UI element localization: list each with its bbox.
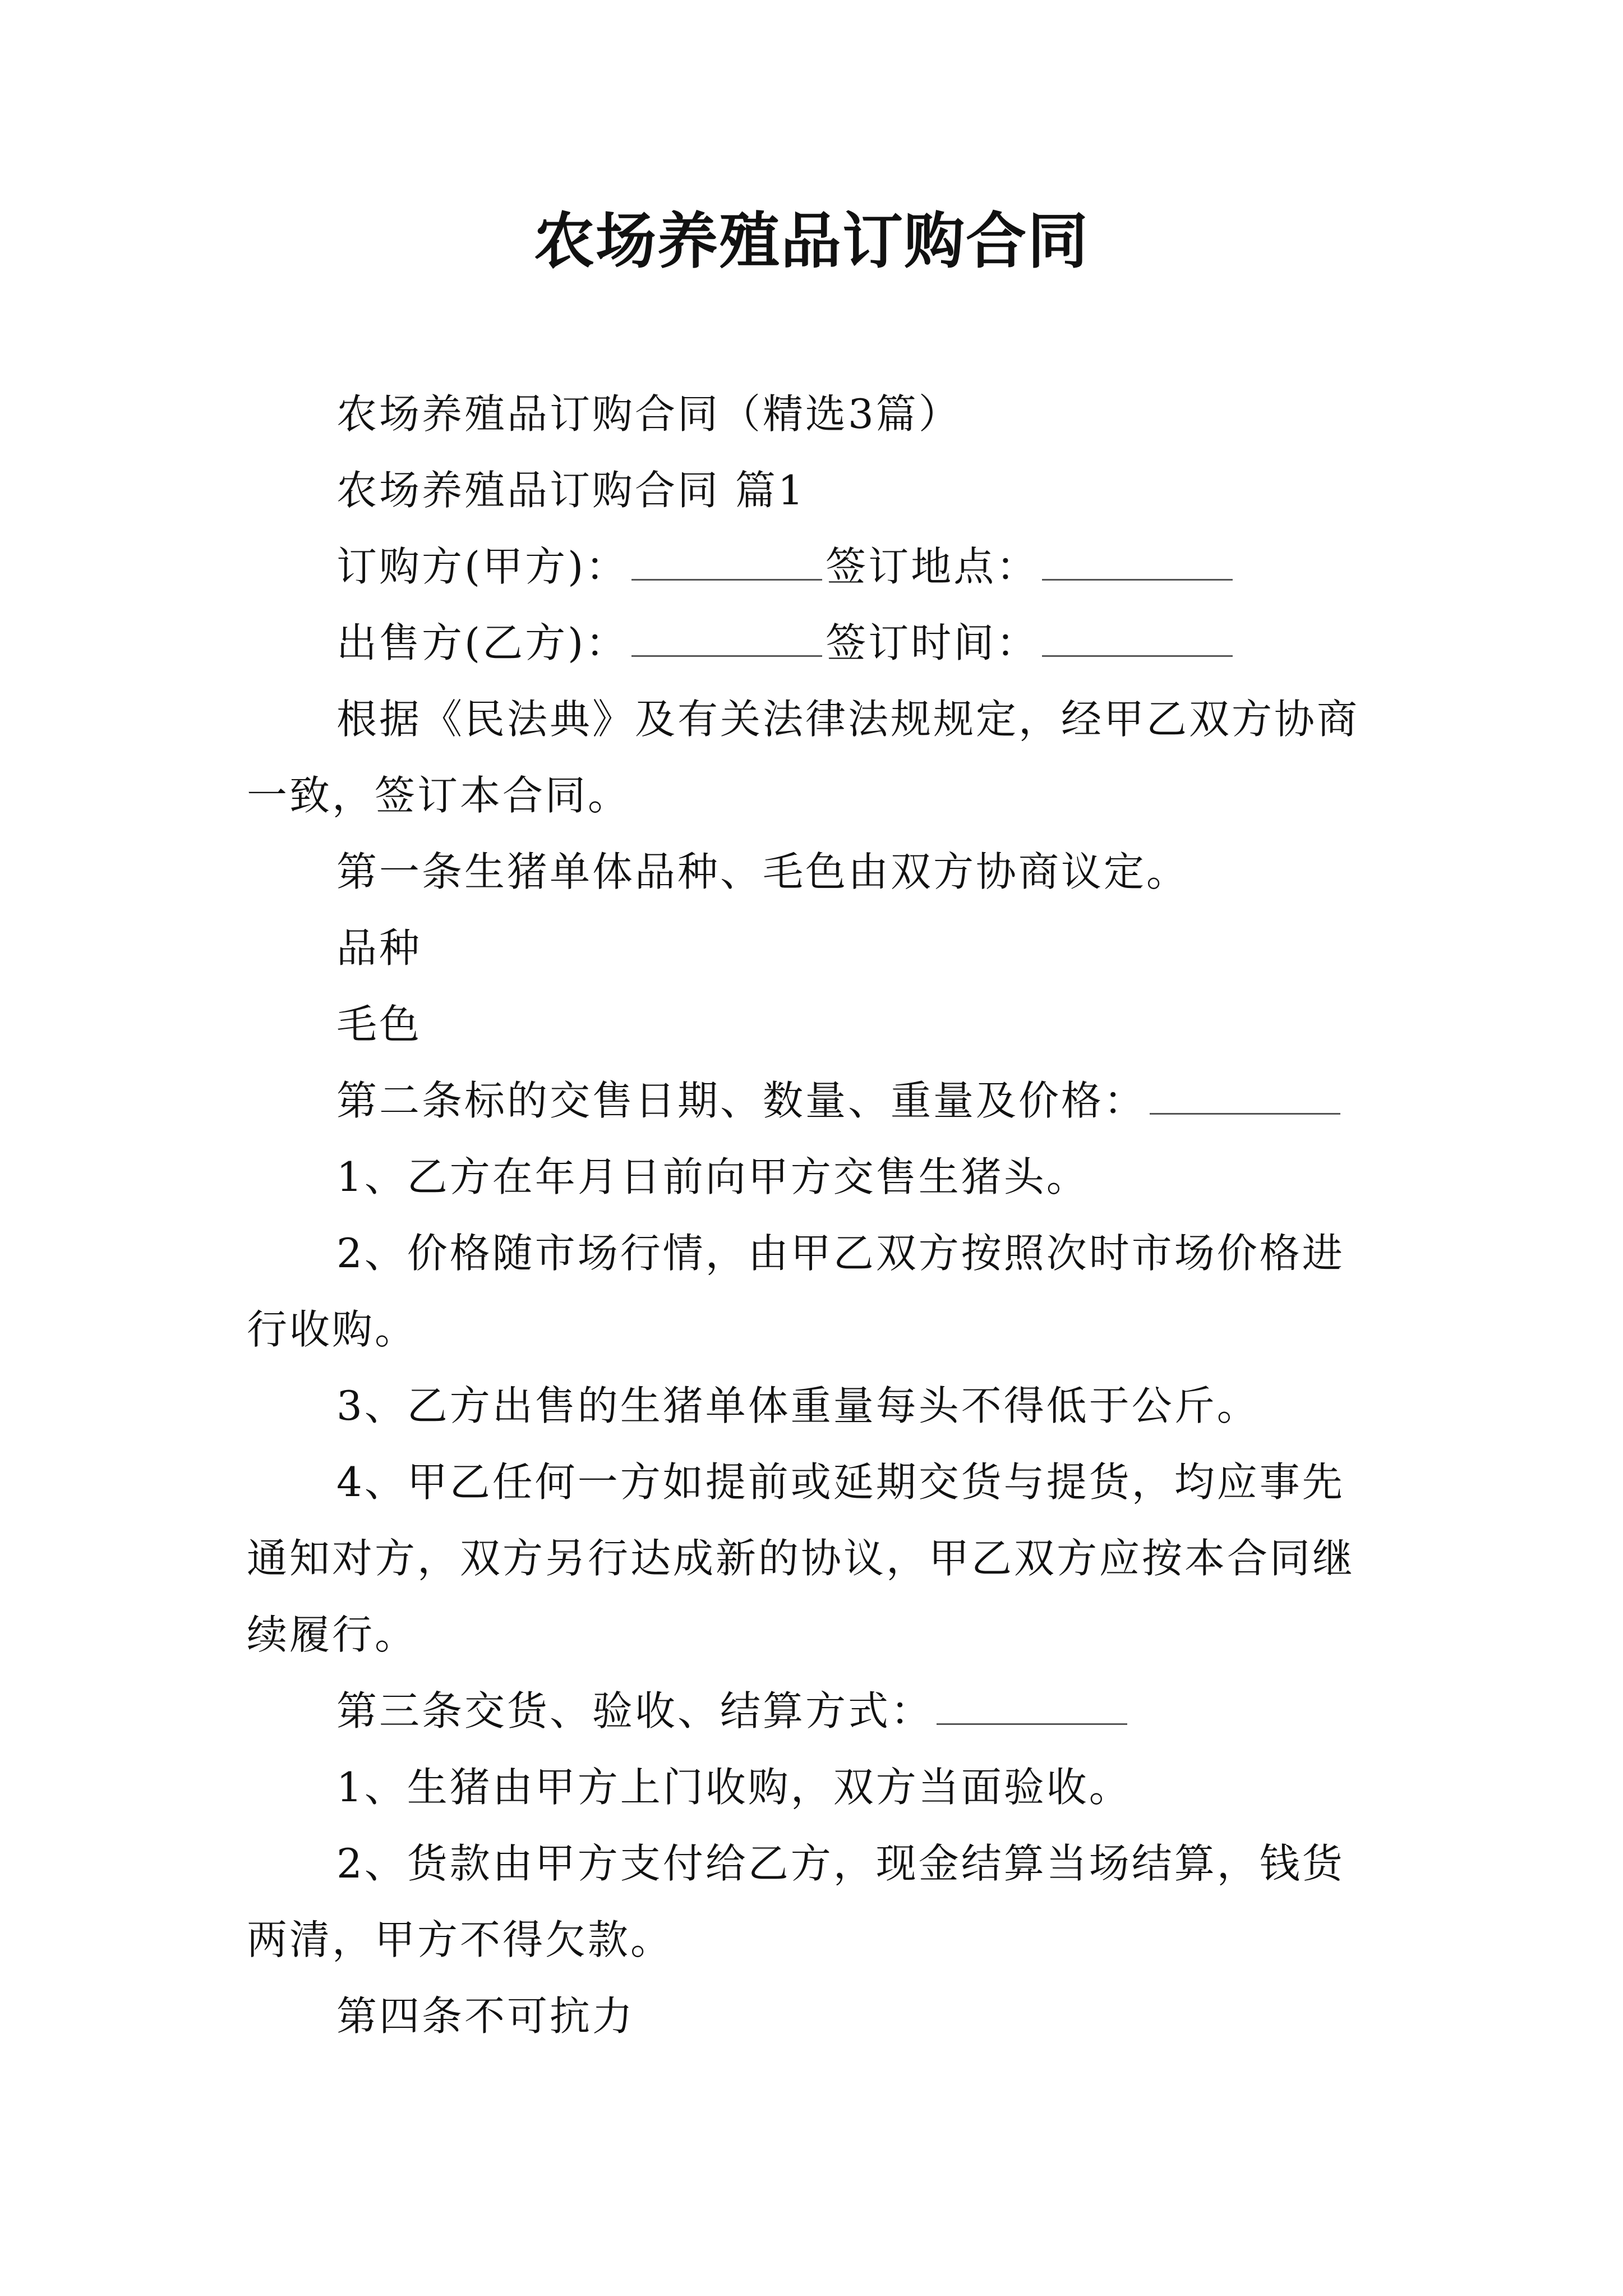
- color-label: 毛色: [336, 1001, 422, 1048]
- sign-place-label: 签订地点：: [826, 543, 1039, 590]
- party-b-label: 出售方(乙方)：: [336, 619, 629, 666]
- article-3-item: 1、生猪由甲方上门收购，双方当面验收。: [336, 1764, 1132, 1811]
- article-4-heading: 第四条不可抗力: [336, 1993, 635, 2040]
- article-2-item: 1、乙方在年月日前向甲方交售生猪头。: [336, 1153, 1089, 1200]
- article-1: 第一条生猪单体品种、毛色由双方协商议定。: [336, 848, 1189, 895]
- sign-place-blank: [1042, 578, 1233, 581]
- sign-time-label: 签订时间：: [826, 619, 1039, 666]
- party-a-blank: [631, 578, 822, 581]
- article-3-item: 2、货款由甲方支付给乙方，现金结算当场结算，钱货两清，甲方不得欠款。: [247, 1840, 1345, 1963]
- section-heading: 农场养殖品订购合同 篇1: [336, 467, 806, 514]
- variety-label: 品种: [336, 924, 422, 972]
- article-3-blank: [937, 1723, 1127, 1725]
- party-a-label: 订购方(甲方)：: [336, 543, 629, 590]
- article-2-heading: [247, 1062, 1380, 1139]
- article-2-item: 4、甲乙任何一方如提前或延期交货与提货，均应事先通知对方，双方另行达成新的协议，甲乙双方应按本合同继续履行。: [247, 1458, 1355, 1658]
- party-b-line: [247, 605, 1380, 681]
- article-2-blank: [1150, 1112, 1340, 1115]
- article-3-label: 第三条交货、验收、结算方式：: [336, 1687, 934, 1734]
- document-subtitle: 农场养殖品订购合同（精选3篇）: [336, 390, 961, 438]
- party-b-blank: [631, 655, 822, 657]
- party-a-line: [247, 528, 1380, 605]
- article-2-item: 2、价格随市场行情，由甲乙双方按照次时市场价格进行收购。: [247, 1230, 1345, 1353]
- sign-time-blank: [1042, 655, 1233, 657]
- intro-paragraph: 根据《民法典》及有关法律法规规定，经甲乙双方协商一致，签订本合同。: [247, 696, 1360, 819]
- article-3-heading: [247, 1673, 1380, 1749]
- article-2-label: 第二条标的交售日期、数量、重量及价格：: [336, 1077, 1147, 1124]
- document-body: [247, 376, 1380, 2054]
- article-2-item: 3、乙方出售的生猪单体重量每头不得低于公斤。: [336, 1382, 1260, 1429]
- document-title: 农场养殖品订购合同: [533, 206, 1089, 277]
